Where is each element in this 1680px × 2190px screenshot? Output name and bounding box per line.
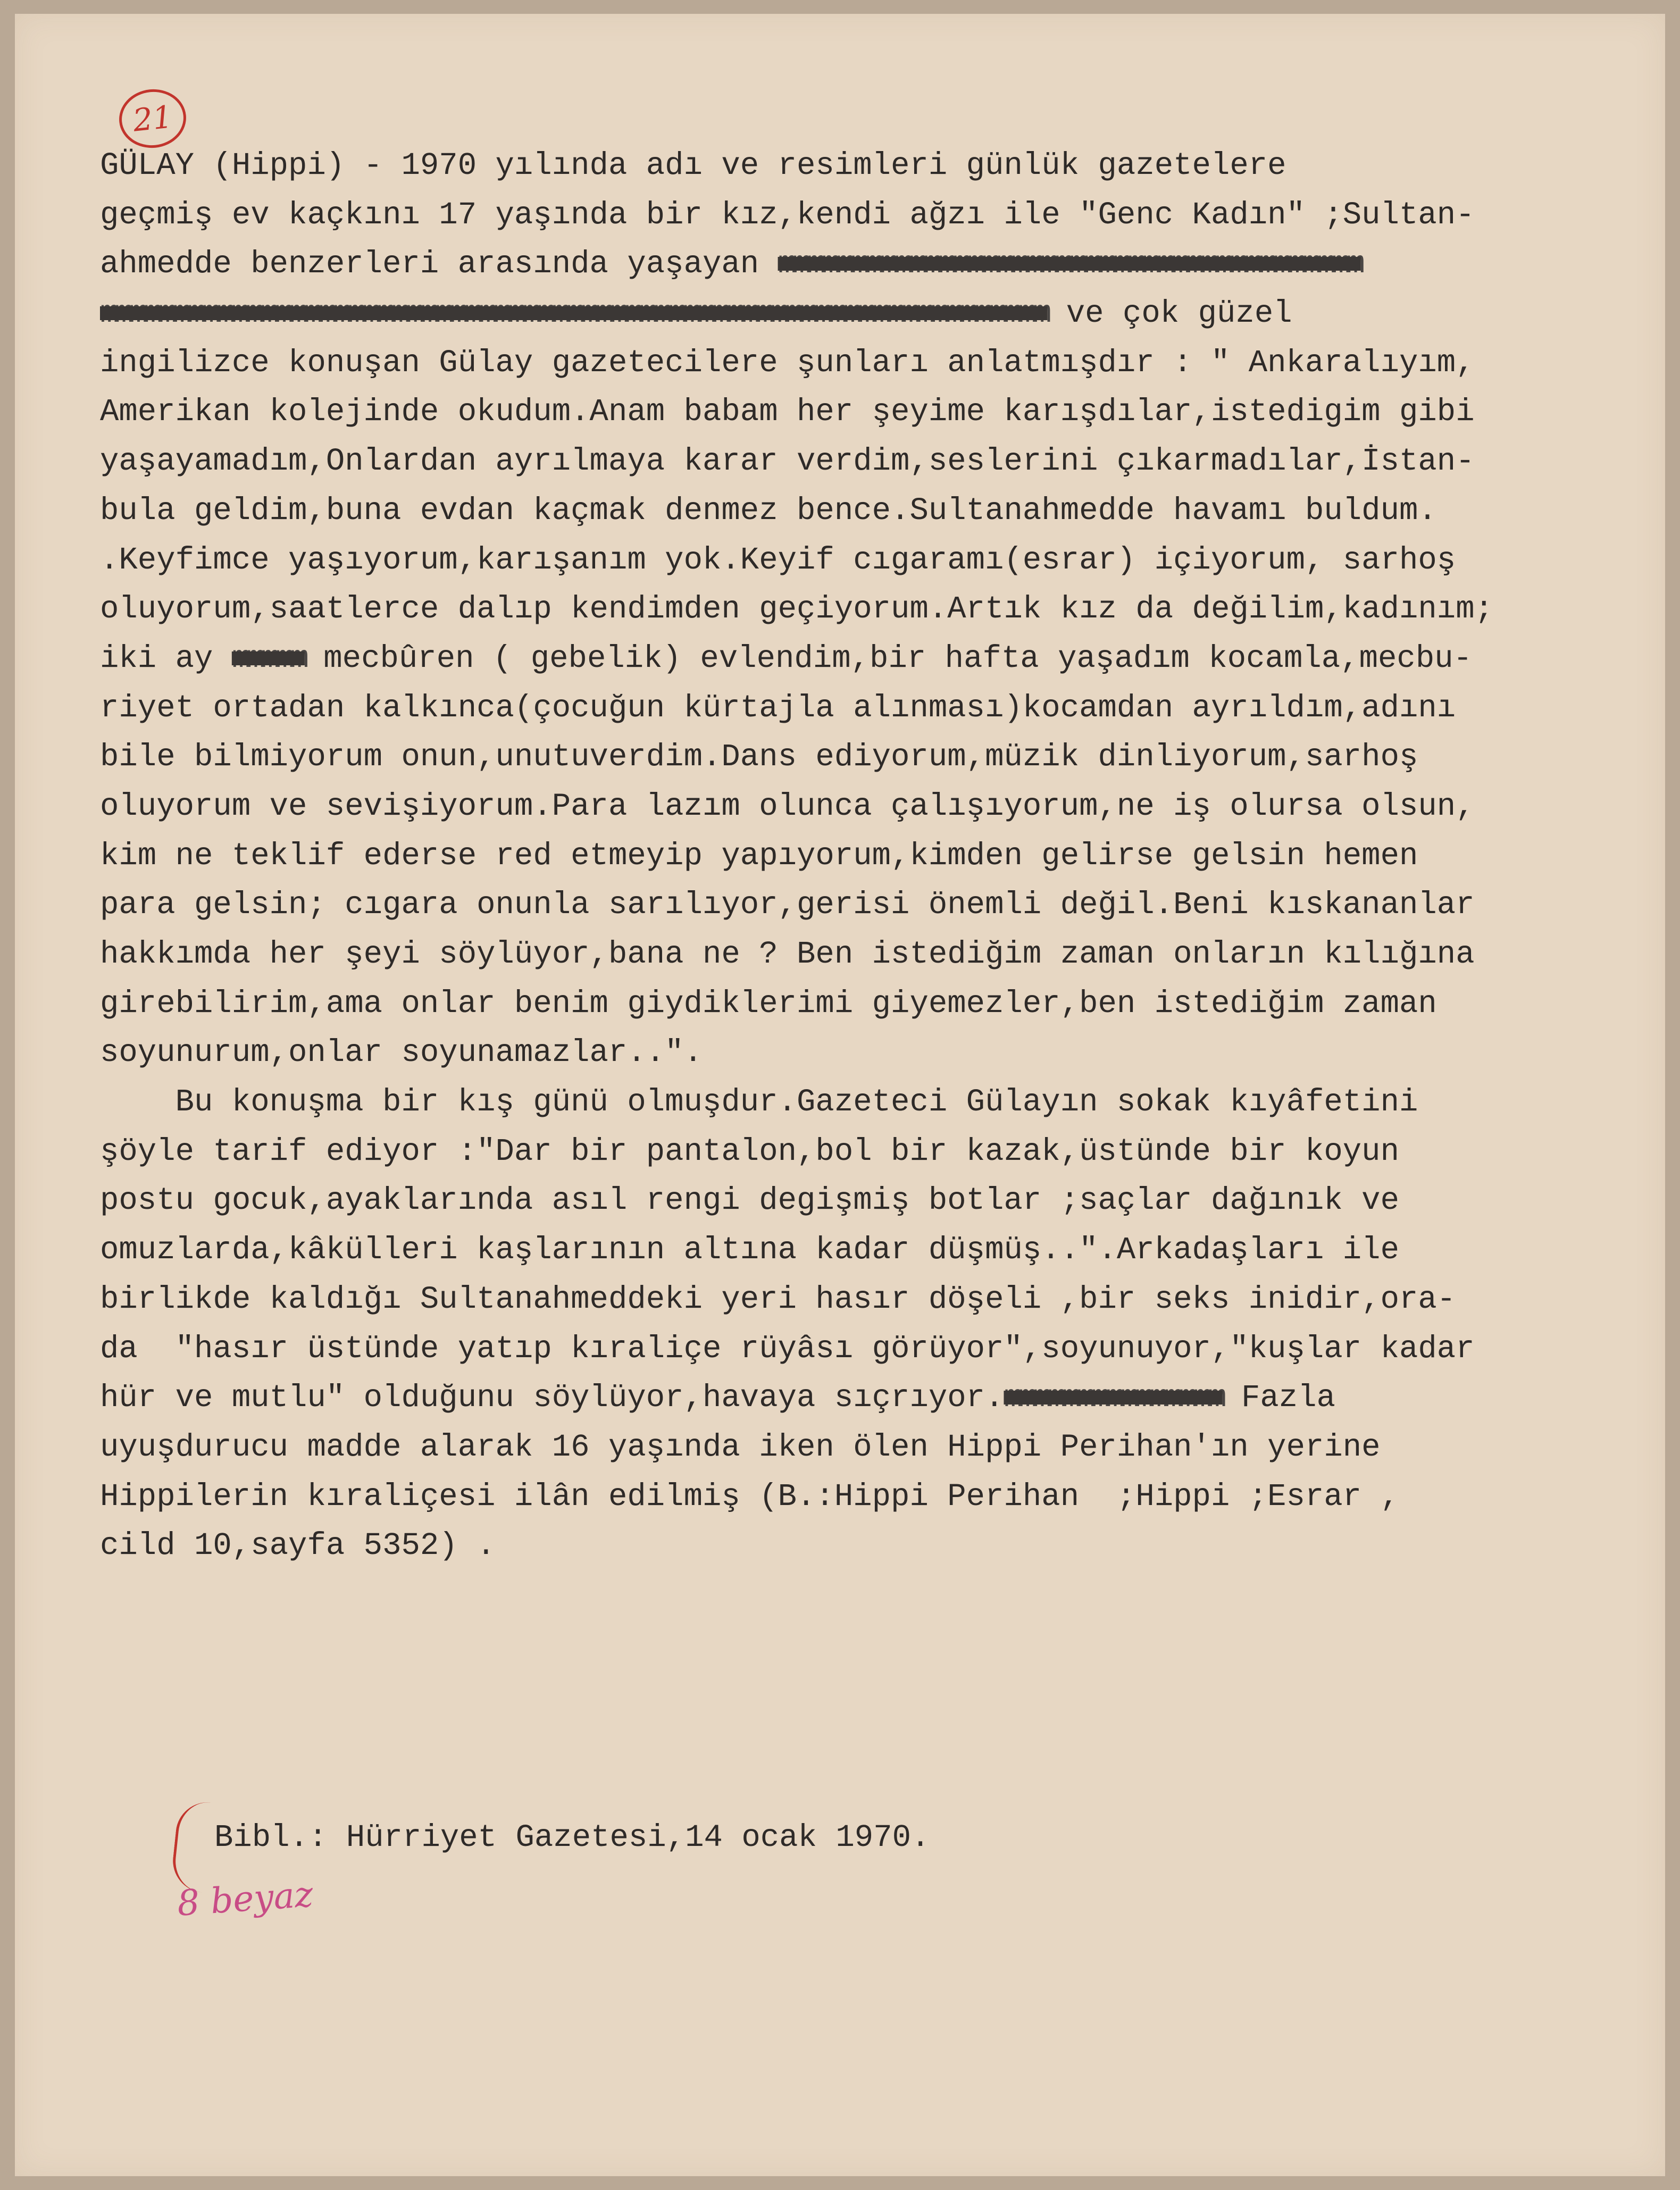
struck-out-text: mmmmmmmmmmmmmmm (1004, 1380, 1223, 1416)
text-line (100, 388, 1664, 437)
text-line (100, 191, 1664, 240)
text-segment: para gelsin; cıgara onunla sarılıyor,gerisi önemli değil.Beni kıskananlar (100, 887, 1475, 923)
text-segment: bile bilmiyorum onun,unutuverdim.Dans ediyorum,müzik dinliyorum,sarhoş (100, 739, 1418, 775)
text-segment: bula geldim,buna evdan kaçmak denmez bence.Sultanahmedde havamı buldum. (100, 492, 1437, 529)
text-segment: soyunurum,onlar soyunamazlar..". (100, 1035, 703, 1071)
text-line (100, 733, 1664, 782)
text-line (100, 1423, 1664, 1473)
text-segment: hakkımda her şeyi söylüyor,bana ne ? Ben istediğim zaman onların kılığına (100, 937, 1475, 972)
text-segment: iki ay (100, 640, 232, 676)
text-segment: yaşayamadım,Onlardan ayrılmaya karar verdim,seslerini çıkarmadılar,İstan- (100, 444, 1475, 480)
text-line (100, 1325, 1664, 1374)
text-segment: mecbûren ( gebelik) evlendim,bir hafta yaşadım kocamla,mecbu- (304, 640, 1473, 676)
text-line (100, 782, 1664, 832)
text-segment: uyuşdurucu madde alarak 16 yaşında iken ölen Hippi Perihan'ın yerine (100, 1429, 1381, 1465)
text-segment: GÜLAY (Hippi) - 1970 yılında adı ve resimleri günlük gazetelere (100, 148, 1286, 183)
text-segment: şöyle tarif ediyor :"Dar bir pantalon,bol bir kazak,üstünde bir koyun (100, 1133, 1399, 1169)
text-line (100, 437, 1664, 487)
text-segment: hür ve mutlu" olduğunu söylüyor,havaya sıçrıyor. (100, 1380, 1004, 1416)
text-line (100, 289, 1664, 339)
text-line (100, 1374, 1664, 1423)
text-line (100, 832, 1664, 881)
text-line (100, 634, 1664, 684)
text-segment: ahmedde benzerleri arasında yaşayan (100, 246, 778, 282)
text-line (100, 1522, 1664, 1571)
text-segment: girebilirim,ama onlar benim giydiklerimi giyemezler,ben istediğim zaman (100, 985, 1437, 1022)
text-segment: cild 10,sayfa 5352) . (100, 1528, 496, 1564)
text-segment: kim ne teklif ederse red etmeyip yapıyorum,kimden gelirse gelsin hemen (100, 838, 1418, 874)
text-line (100, 684, 1664, 733)
text-line (100, 240, 1664, 289)
page-number: 21 (116, 86, 189, 152)
text-line (100, 1029, 1664, 1078)
text-segment: Bu konuşma bir kış günü olmuşdur.Gazeteci Gülayın sokak kıyâfetini (100, 1084, 1418, 1121)
struck-out-text: mmmmm (231, 640, 305, 676)
struck-out-text: mmmmmmmmmmmmmmmmmmmmmmmmmmmmmmmmmmmmmmmmmmmmmmmmmmmmmmmmmmmmmmmmm (100, 296, 1048, 332)
text-segment: oluyorum ve sevişiyorum.Para lazım olunca çalışıyorum,ne iş olursa olsun, (100, 788, 1475, 824)
text-line (100, 536, 1664, 586)
text-line (100, 339, 1664, 388)
text-line (100, 930, 1664, 980)
text-line (100, 1226, 1664, 1275)
text-segment: omuzlarda,kâkülleri kaşlarının altına kadar düşmüş..".Arkadaşları ile (100, 1232, 1399, 1268)
text-segment: postu gocuk,ayaklarında asıl rengi degişmiş botlar ;saçlar dağınık ve (100, 1183, 1399, 1219)
text-line (100, 881, 1664, 930)
text-segment: Hippilerin kıraliçesi ilân edilmiş (B.:Hippi Perihan ;Hippi ;Esrar , (100, 1478, 1399, 1515)
text-segment: ingilizce konuşan Gülay gazetecilere şunları anlatmışdır : " Ankaralıyım, (100, 345, 1475, 381)
struck-out-text: mmmmmmmmmmmmmmmmmmmmmmmmmmmmmmmmmmmmmmmm (778, 246, 1361, 282)
text-line (100, 1078, 1664, 1127)
text-segment: Fazla (1222, 1380, 1336, 1416)
text-line (100, 1275, 1664, 1325)
bibliography: Bibl.: Hürriyet Gazetesi,14 ocak 1970. (214, 1820, 930, 1855)
typed-page (15, 14, 1665, 2176)
text-line (100, 585, 1664, 634)
text-segment: birlikde kaldığı Sultanahmeddeki yeri hasır döşeli ,bir seks inidir,ora- (100, 1281, 1456, 1317)
text-segment: ve çok güzel (1047, 296, 1292, 332)
handwritten-note: 8 beyaz (175, 1874, 315, 1924)
text-line (100, 487, 1664, 536)
document-body (100, 141, 1664, 1571)
text-line (100, 141, 1664, 191)
text-segment: geçmiş ev kaçkını 17 yaşında bir kız,kendi ağzı ile "Genc Kadın" ;Sultan- (100, 197, 1475, 233)
text-line (100, 1473, 1664, 1522)
text-segment: oluyorum,saatlerce dalıp kendimden geçiyorum.Artık kız da değilim,kadınım; (100, 591, 1494, 628)
text-line (100, 1127, 1664, 1177)
text-line (100, 1176, 1664, 1226)
text-line (100, 980, 1664, 1029)
text-segment: da "hasır üstünde yatıp kıraliçe rüyâsı görüyor",soyunuyor,"kuşlar kadar (100, 1331, 1475, 1367)
text-segment: .Keyfimce yaşıyorum,karışanım yok.Keyif cıgaramı(esrar) içiyorum, sarhoş (100, 542, 1456, 578)
text-segment: Amerikan kolejinde okudum.Anam babam her şeyime karışdılar,istedigim gibi (100, 394, 1475, 430)
text-segment: riyet ortadan kalkınca(çocuğun kürtajla alınması)kocamdan ayrıldım,adını (100, 690, 1456, 726)
